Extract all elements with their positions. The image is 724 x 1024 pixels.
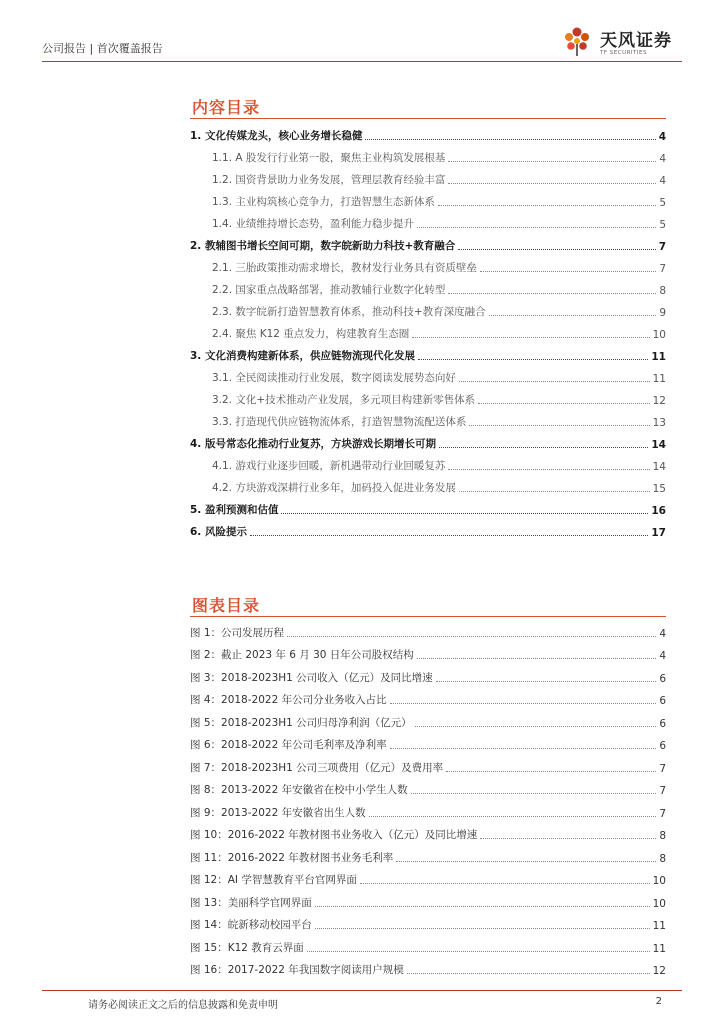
- contents-title-rule: [190, 118, 666, 119]
- dot-leader: [315, 928, 650, 929]
- toc-section-entry[interactable]: [190, 385, 666, 407]
- toc-section-entry[interactable]: [190, 473, 666, 495]
- flower-logo-icon: [560, 24, 594, 58]
- table-of-contents: [190, 121, 666, 539]
- figure-list-entry[interactable]: [190, 617, 666, 640]
- entry-label: 图 16：2017-2022 年我国数字阅读用户规模: [190, 964, 404, 976]
- entry-page-number: 10: [652, 875, 666, 887]
- report-type-label: 公司报告 | 首次覆盖报告: [42, 42, 163, 55]
- entry-label: 图 2：截止 2023 年 6 月 30 日年公司股权结构: [190, 649, 414, 661]
- entry-label: 2.3. 数字皖新打造智慧教育体系，推动科技+教育深度融合: [212, 306, 486, 318]
- dot-leader: [448, 183, 656, 184]
- toc-section-entry[interactable]: [190, 363, 666, 385]
- entry-page-number: 14: [651, 439, 666, 451]
- toc-section-entry[interactable]: [190, 187, 666, 209]
- entry-page-number: 7: [659, 807, 666, 820]
- entry-page-number: 8: [659, 830, 666, 842]
- entry-page-number: 5: [659, 197, 666, 209]
- toc-chapter-entry[interactable]: [190, 231, 666, 253]
- entry-label: 2.1. 三胎政策推动需求增长，教材发行业务具有资质壁垒: [212, 262, 477, 274]
- entry-label: 图 4：2018-2022 年公司分业务收入占比: [190, 694, 387, 706]
- dot-leader: [287, 636, 656, 637]
- figure-list-entry[interactable]: [190, 865, 666, 888]
- dot-leader: [480, 838, 656, 839]
- toc-chapter-entry[interactable]: [190, 517, 666, 539]
- entry-page-number: 7: [659, 762, 666, 775]
- figure-list-entry[interactable]: [190, 752, 666, 775]
- toc-section-entry[interactable]: [190, 297, 666, 319]
- dot-leader: [448, 161, 656, 162]
- figure-list-entry[interactable]: [190, 775, 666, 798]
- dot-leader: [250, 535, 648, 536]
- entry-page-number: 12: [652, 965, 666, 977]
- logo-english-name: TF SECURITIES: [600, 50, 647, 56]
- entry-label: 图 10：2016-2022 年教材图书业务收入（亿元）及同比增速: [190, 829, 478, 841]
- entry-page-number: 4: [659, 153, 666, 165]
- dot-leader: [390, 748, 657, 749]
- entry-page-number: 8: [659, 285, 666, 297]
- entry-label: 2. 教辅图书增长空间可期，数字皖新助力科技+教育融合: [190, 240, 456, 252]
- dot-leader: [281, 513, 648, 514]
- entry-page-number: 6: [659, 740, 666, 752]
- entry-label: 图 8：2013-2022 年安徽省在校中小学生人数: [190, 784, 408, 796]
- logo-chinese-name: 天风证券: [600, 31, 672, 51]
- dot-leader: [436, 681, 657, 682]
- entry-page-number: 4: [659, 175, 666, 187]
- entry-page-number: 7: [659, 263, 666, 275]
- entry-label: 1.1. A 股发行行业第一股，聚焦主业构筑发展根基: [212, 152, 446, 164]
- entry-page-number: 4: [659, 627, 666, 640]
- dot-leader: [448, 293, 656, 294]
- dot-leader: [469, 425, 649, 426]
- entry-label: 图 13：美丽科学官网界面: [190, 896, 312, 909]
- figures-title: 图表目录: [192, 596, 261, 615]
- entry-page-number: 11: [652, 942, 666, 955]
- entry-label: 1. 文化传媒龙头，核心业务增长稳健: [190, 130, 363, 142]
- entry-label: 2.4. 聚焦 K12 重点发力，构建教育生态圈: [212, 328, 410, 340]
- figure-list-entry[interactable]: [190, 910, 666, 933]
- toc-section-entry[interactable]: [190, 143, 666, 165]
- toc-section-entry[interactable]: [190, 319, 666, 341]
- entry-label: 4.2. 方块游戏深耕行业多年，加码投入促进业务发展: [212, 482, 456, 494]
- entry-page-number: 6: [659, 672, 666, 685]
- figure-list-entry[interactable]: [190, 932, 666, 955]
- dot-leader: [407, 973, 650, 974]
- entry-page-number: 13: [652, 417, 666, 429]
- entry-label: 图 7：2018-2023H1 公司三项费用（亿元）及费用率: [190, 761, 444, 774]
- toc-section-entry[interactable]: [190, 209, 666, 231]
- toc-chapter-entry[interactable]: [190, 429, 666, 451]
- figure-list-entry[interactable]: [190, 707, 666, 730]
- dot-leader: [412, 337, 649, 338]
- toc-chapter-entry[interactable]: [190, 495, 666, 517]
- figure-list-entry[interactable]: [190, 685, 666, 708]
- entry-label: 图 14：皖新移动校园平台: [190, 919, 312, 931]
- dot-leader: [390, 703, 657, 704]
- entry-label: 图 15：K12 教育云界面: [190, 941, 304, 954]
- company-logo: [560, 24, 672, 58]
- disclaimer-text: 请务必阅读正文之后的信息披露和免责申明: [88, 1000, 278, 1011]
- entry-label: 2.2. 国家重点战略部署，推动教辅行业数字化转型: [212, 284, 446, 296]
- dot-leader: [459, 491, 650, 492]
- dot-leader: [396, 861, 656, 862]
- entry-label: 图 5：2018-2023H1 公司归母净利润（亿元）: [190, 716, 412, 729]
- entry-label: 3.2. 文化+技术推动产业发展，多元项目构建新零售体系: [212, 394, 476, 406]
- toc-chapter-entry[interactable]: [190, 341, 666, 363]
- dot-leader: [411, 793, 657, 794]
- entry-label: 图 6：2018-2022 年公司毛利率及净利率: [190, 739, 387, 751]
- entry-page-number: 4: [659, 650, 666, 662]
- entry-page-number: 9: [659, 307, 666, 319]
- toc-chapter-entry[interactable]: [190, 121, 666, 143]
- toc-section-entry[interactable]: [190, 253, 666, 275]
- entry-page-number: 17: [651, 527, 666, 539]
- dot-leader: [365, 139, 655, 140]
- dot-leader: [417, 227, 656, 228]
- toc-section-entry[interactable]: [190, 451, 666, 473]
- dot-leader: [446, 771, 656, 772]
- dot-leader: [417, 658, 657, 659]
- figure-list-entry[interactable]: [190, 887, 666, 910]
- entry-label: 图 9：2013-2022 年安徽省出生人数: [190, 806, 366, 819]
- dot-leader: [439, 447, 648, 448]
- figure-list-entry[interactable]: [190, 797, 666, 820]
- header-divider: [42, 61, 682, 62]
- page-number: 2: [655, 996, 662, 1007]
- entry-label: 1.2. 国资背景助力业务发展，管理层教育经验丰富: [212, 174, 446, 186]
- entry-label: 3.1. 全民阅读推动行业发展，数字阅读发展势态向好: [212, 372, 456, 384]
- figure-list-entry[interactable]: [190, 842, 666, 865]
- entry-label: 图 12：AI 学智慧教育平台官网界面: [190, 874, 357, 886]
- entry-label: 图 11：2016-2022 年教材图书业务毛利率: [190, 851, 394, 864]
- figure-list-entry[interactable]: [190, 820, 666, 843]
- entry-label: 图 3：2018-2023H1 公司收入（亿元）及同比增速: [190, 671, 433, 684]
- dot-leader: [415, 726, 657, 727]
- dot-leader: [438, 205, 656, 206]
- entry-label: 4.1. 游戏行业逐步回暖，新机遇带动行业回暖复苏: [212, 460, 446, 472]
- dot-leader: [489, 315, 657, 316]
- entry-label: 4. 版号常态化推动行业复苏，方块游戏长期增长可期: [190, 438, 436, 450]
- dot-leader: [448, 469, 649, 470]
- dot-leader: [369, 816, 657, 817]
- entry-label: 6. 风险提示: [190, 526, 247, 538]
- dot-leader: [478, 403, 649, 404]
- entry-label: 1.4. 业绩维持增长态势，盈利能力稳步提升: [212, 218, 414, 230]
- contents-title: 内容目录: [192, 98, 261, 117]
- entry-page-number: 10: [652, 329, 666, 341]
- entry-page-number: 12: [652, 395, 666, 407]
- entry-page-number: 6: [659, 695, 666, 707]
- entry-page-number: 11: [652, 920, 666, 932]
- dot-leader: [418, 359, 648, 360]
- dot-leader: [360, 883, 650, 884]
- figure-list-entry[interactable]: [190, 662, 666, 685]
- entry-page-number: 5: [659, 219, 666, 231]
- entry-page-number: 15: [652, 483, 666, 495]
- entry-page-number: 6: [659, 717, 666, 730]
- list-of-figures: [190, 617, 666, 977]
- entry-page-number: 11: [651, 351, 666, 363]
- entry-label: 1.3. 主业构筑核心竞争力，打造智慧生态新体系: [212, 196, 435, 208]
- entry-label: 图 1：公司发展历程: [190, 626, 285, 639]
- entry-label: 5. 盈利预测和估值: [190, 504, 279, 516]
- footer-divider: [42, 990, 682, 991]
- dot-leader: [315, 906, 650, 907]
- toc-section-entry[interactable]: [190, 275, 666, 297]
- entry-page-number: 14: [652, 461, 666, 473]
- entry-page-number: 7: [659, 785, 666, 797]
- entry-page-number: 8: [659, 852, 666, 865]
- entry-page-number: 4: [658, 131, 666, 143]
- entry-page-number: 11: [652, 373, 666, 385]
- figure-list-entry[interactable]: [190, 640, 666, 663]
- entry-label: 3. 文化消费构建新体系，供应链物流现代化发展: [190, 350, 415, 362]
- toc-section-entry[interactable]: [190, 407, 666, 429]
- entry-page-number: 10: [652, 897, 666, 910]
- toc-section-entry[interactable]: [190, 165, 666, 187]
- dot-leader: [458, 249, 655, 250]
- dot-leader: [459, 381, 650, 382]
- entry-label: 3.3. 打造现代供应链物流体系，打造智慧物流配送体系: [212, 416, 467, 428]
- figure-list-entry[interactable]: [190, 955, 666, 978]
- dot-leader: [480, 271, 656, 272]
- figure-list-entry[interactable]: [190, 730, 666, 753]
- dot-leader: [307, 951, 650, 952]
- entry-page-number: 7: [658, 241, 666, 253]
- entry-page-number: 16: [651, 505, 666, 517]
